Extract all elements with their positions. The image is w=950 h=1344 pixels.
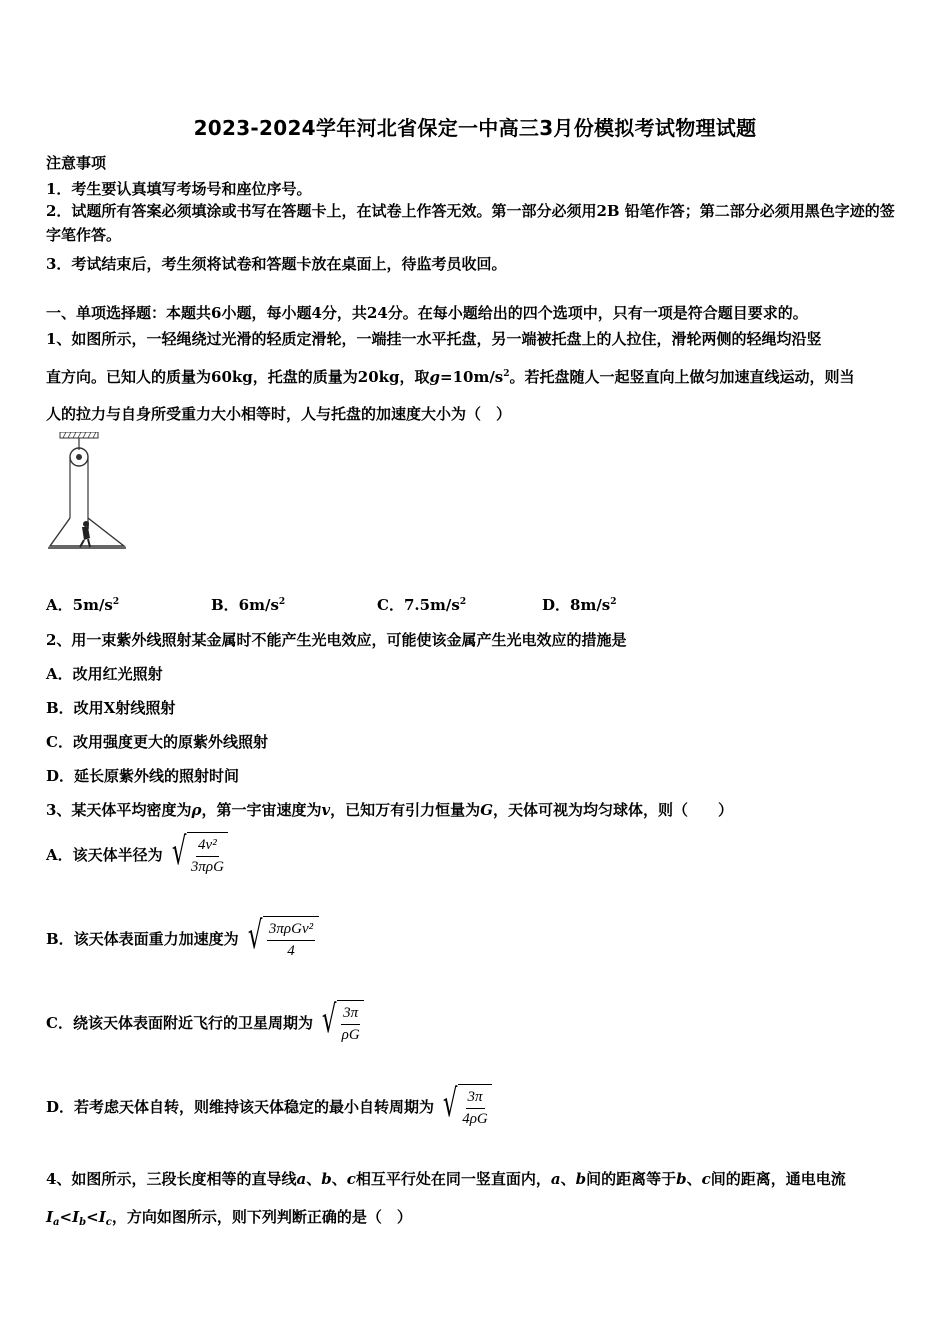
q2-option-a[interactable]: A．改用红光照射 — [46, 665, 163, 683]
q1-option-a[interactable]: A．$5m/s^2$ — [46, 596, 120, 614]
q1-line-2: 直方向。已知人的质量为60kg，托盘的质量为20kg，取$g=10m/s^2$。若托盘随人一起竖直向上做匀加速直线运动，则当 — [46, 368, 855, 386]
q1-option-b[interactable]: B．$6m/s^2$ — [211, 596, 286, 614]
q1-line-1: 1、如图所示，一轻绳绕过光滑的轻质定滑轮，一端挂一水平托盘，另一端被托盘上的人拉住，滑轮两侧的轻绳均沿竖 — [46, 330, 822, 348]
q2-option-b[interactable]: B．改用X射线照射 — [46, 699, 176, 717]
notice-item-3: 3．考试结束后，考生须将试卷和答题卡放在桌面上，待监考员收回。 — [46, 255, 507, 273]
section-header: 一、单项选择题：本题共6小题，每小题4分，共24分。在每小题给出的四个选项中，只有一项是符合题目要求的。 — [46, 304, 808, 322]
sqrt-formula: √ $\frac{\text{4v²}}{\text{3πρG}}$ — [167, 832, 228, 876]
ceiling-hatch — [63, 432, 96, 438]
sqrt-formula: √ $\frac{3\pi}{\rho G}$ — [317, 1000, 364, 1044]
q2-option-c[interactable]: C．改用强度更大的原紫外线照射 — [46, 733, 268, 751]
notice-heading: 注意事项 — [46, 154, 107, 172]
exponent: 2 — [503, 369, 510, 379]
q1-option-d[interactable]: D．$8m/s^2$ — [542, 596, 617, 614]
page-title: 2023-2024学年河北省保定一中高三3月份模拟考试物理试题 — [193, 116, 757, 140]
q3-option-a[interactable]: A．该天体半径为 √ $\frac{\text{4v²}}{\text{3πρG}}$ — [46, 832, 228, 876]
q1-option-c[interactable]: C．$7.5m/s^2$ — [377, 596, 467, 614]
q4-line-2: $I_a<I_b<I_c$，方向如图所示，则下列判断正确的是（ ） — [46, 1208, 412, 1228]
q4-line-1: 4、如图所示，三段长度相等的直导线a、b、c相互平行处在同一竖直面内，a、b间的距离等于b、c间的距离，通电电流 — [46, 1170, 846, 1188]
notice-item-2: 2．试题所有答案必须填涂或书写在答题卡上，在试卷上作答无效。第一部分必须用2B 铅笔作答；第二部分必须用黑色字迹的签字笔作答。 — [46, 202, 895, 244]
sqrt-formula: √ $\frac{\text{3πρGv²}}{4}$ — [243, 916, 319, 960]
person-figure — [80, 521, 90, 547]
q3-option-b[interactable]: B．该天体表面重力加速度为 √ $\frac{\text{3πρGv²}}{4}$ — [46, 916, 319, 960]
notice-item-1: 1．考生要认真填写考场号和座位序号。 — [46, 180, 312, 198]
q2-option-d[interactable]: D．延长原紫外线的照射时间 — [46, 767, 240, 785]
q3-stem: 3、某天体平均密度为ρ，第一宇宙速度为v，已知万有引力恒量为G，天体可视为均匀球体，则（ ） — [46, 801, 734, 819]
q2-stem: 2、用一束紫外线照射某金属时不能产生光电效应，可能使该金属产生光电效应的措施是 — [46, 631, 627, 649]
pulley-hub — [76, 454, 82, 460]
pulley-figure — [46, 432, 128, 554]
sqrt-formula: √ $\frac{3\pi}{4\rho G}$ — [438, 1084, 492, 1128]
q3-option-d[interactable]: D．若考虑天体自转，则维持该天体稳定的最小自转周期为 √ $\frac{3\pi}{4\rho G}$ — [46, 1084, 492, 1128]
q3-option-c[interactable]: C．绕该天体表面附近飞行的卫星周期为 √ $\frac{3\pi}{\rho G}$ — [46, 1000, 364, 1044]
q1-line-3: 人的拉力与自身所受重力大小相等时，人与托盘的加速度大小为（ ） — [46, 405, 512, 423]
